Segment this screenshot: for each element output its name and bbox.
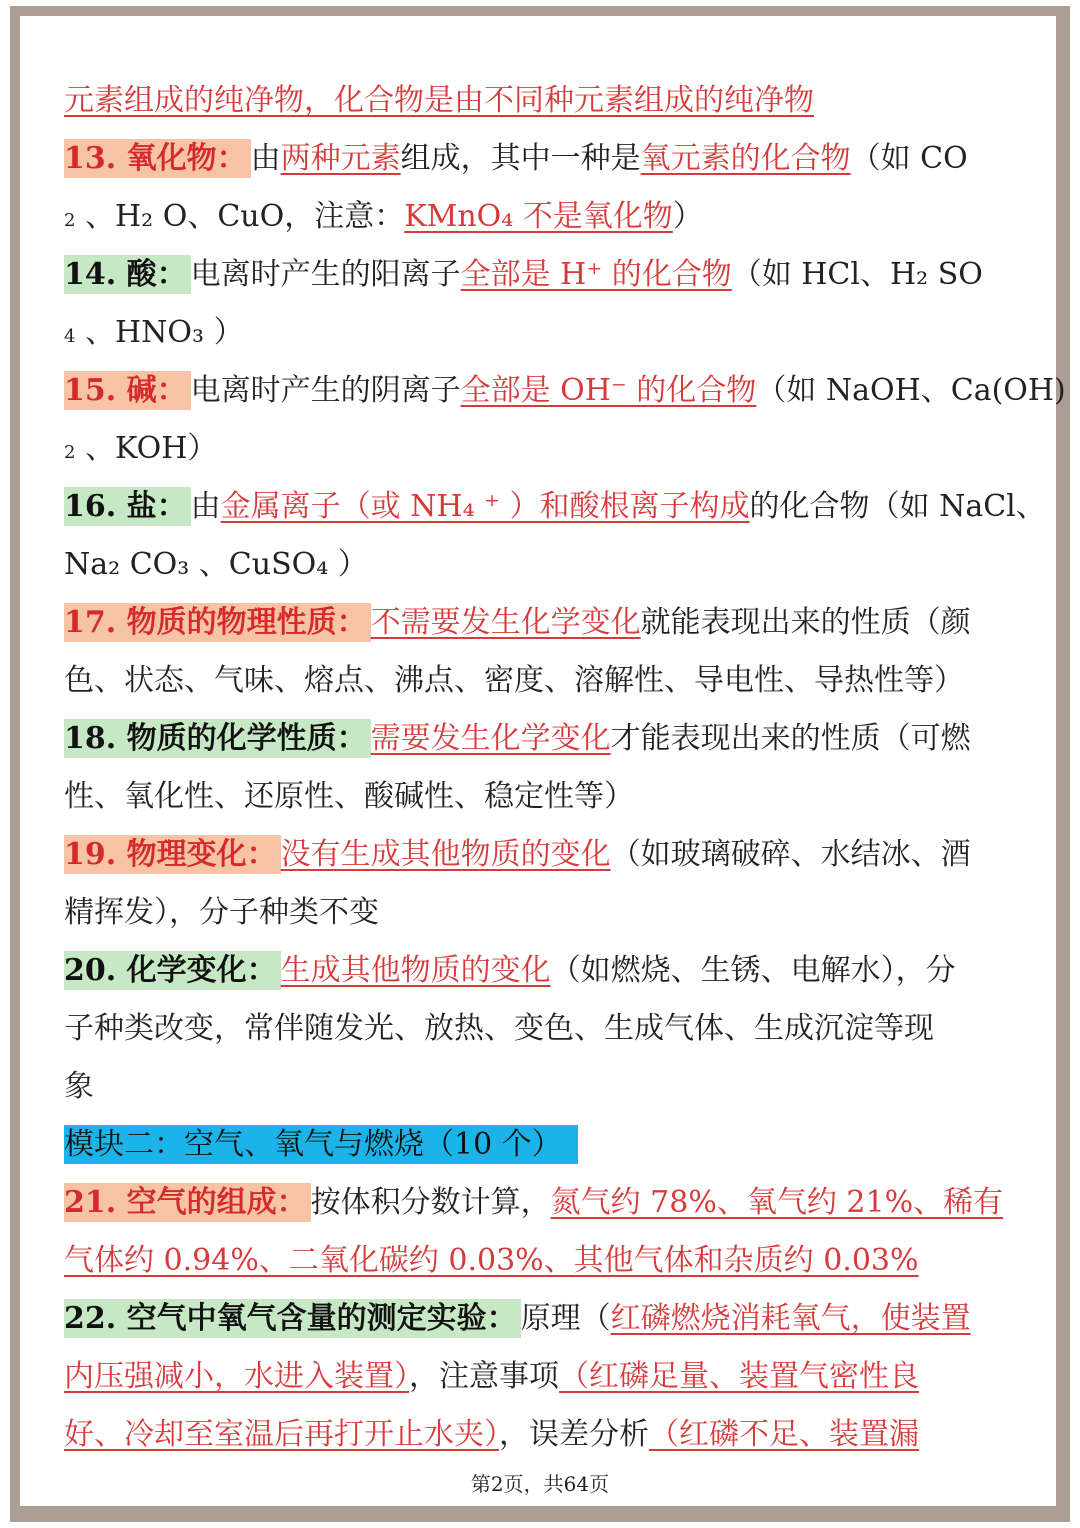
item-15	[64, 362, 1066, 420]
text: （如 CO	[850, 141, 968, 176]
item-label: 13. 氧化物：	[64, 139, 251, 178]
text: 子种类改变，常伴随发光、放热、变色、生成气体、生成沉淀等现	[64, 1011, 934, 1046]
item-21	[64, 1174, 1016, 1232]
item-16	[64, 478, 1046, 536]
item-label: 14. 酸：	[64, 255, 191, 294]
item-label: 22. 空气中氧气含量的测定实验：	[64, 1299, 521, 1338]
item-label: 15. 碱：	[64, 371, 191, 410]
module-title: 模块二：空气、氧气与燃烧（10 个）	[64, 1125, 578, 1164]
underlined-text: 金属离子（或 NH₄ ⁺ ）和酸根离子构成	[220, 489, 750, 524]
item-22-cont	[64, 1348, 1016, 1406]
item-20-cont	[64, 1058, 1016, 1116]
underlined-text: 内压强减小，水进入装置）	[64, 1359, 409, 1394]
item-13	[64, 130, 1016, 188]
item-20-cont	[64, 1000, 1016, 1058]
underlined-text: 生成其他物质的变化	[280, 953, 551, 988]
item-label: 20. 化学变化：	[64, 951, 281, 990]
text: 电离时产生的阳离子	[190, 257, 461, 292]
text: 电离时产生的阴离子	[190, 373, 461, 408]
text: 原理（	[520, 1301, 611, 1336]
text: 色、状态、气味、熔点、沸点、密度、溶解性、导电性、导热性等）	[64, 663, 964, 698]
underlined-text: 需要发生化学变化	[370, 721, 611, 756]
underlined-text: 气体约 0.94%、二氧化碳约 0.03%、其他气体和杂质约 0.03%	[64, 1243, 919, 1278]
underlined-text: 氮气约 78%、氧气约 21%、稀有	[550, 1185, 1004, 1220]
underlined-text: （红磷足量、装置气密性良	[559, 1359, 919, 1394]
subscript: 2	[64, 210, 76, 231]
item-label: 21. 空气的组成：	[64, 1183, 311, 1222]
item-label: 16. 盐：	[64, 487, 191, 526]
subscript: 2	[64, 442, 76, 463]
item-16-cont	[64, 536, 1016, 594]
underlined-text: 两种元素	[280, 141, 401, 176]
text: 按体积分数计算，	[310, 1185, 551, 1220]
underlined-text: （红磷不足、装置漏	[649, 1417, 919, 1452]
item-label: 18. 物质的化学性质：	[64, 719, 371, 758]
section-heading	[64, 1116, 1016, 1174]
item-20	[64, 942, 1016, 1000]
item-17-cont	[64, 652, 1016, 710]
item-17	[64, 594, 1016, 652]
item-22	[64, 1290, 1016, 1348]
text: 、H₂ O、CuO，注意：	[85, 199, 405, 234]
item-18	[64, 710, 1016, 768]
item-15-cont	[64, 420, 1016, 478]
item-22-cont	[64, 1406, 1016, 1464]
text: 性、氧化性、还原性、酸碱性、稳定性等）	[64, 779, 634, 814]
underlined-text: 氧元素的化合物	[640, 141, 851, 176]
text: （如玻璃破碎、水结冰、酒	[610, 837, 971, 872]
underlined-text: KMnO₄ 不是氧化物	[404, 199, 673, 234]
text: （如 NaOH、Ca(OH)	[756, 373, 1066, 408]
item-19	[64, 826, 1016, 884]
item-21-cont	[64, 1232, 1016, 1290]
underlined-text: 好、冷却至室温后再打开止水夹）	[64, 1417, 499, 1452]
text: 、HNO₃ ）	[85, 315, 244, 350]
item-13-cont	[64, 188, 1016, 246]
item-label: 17. 物质的物理性质：	[64, 603, 371, 642]
text: 精挥发），分子种类不变	[64, 895, 379, 930]
item-14	[64, 246, 1016, 304]
underlined-text: 全部是 OH⁻ 的化合物	[460, 373, 757, 408]
text: ）	[672, 199, 703, 234]
item-label: 19. 物理变化：	[64, 835, 281, 874]
item-19-cont	[64, 884, 1016, 942]
underlined-text: 没有生成其他物质的变化	[280, 837, 611, 872]
page-number: 第2页，共64页	[470, 1472, 610, 1496]
item-14-cont	[64, 304, 1016, 362]
text: （如 HCl、H₂ SO	[731, 257, 983, 292]
text: ，误差分析	[499, 1417, 649, 1452]
text: ，注意事项	[409, 1359, 559, 1394]
text: 、KOH）	[85, 431, 218, 466]
text-line	[64, 72, 1016, 130]
text: Na₂ CO₃ 、CuSO₄ ）	[64, 547, 368, 582]
text: 的化合物（如 NaCl、	[749, 489, 1046, 524]
text: 由	[190, 489, 221, 524]
underlined-text: 红磷燃烧消耗氧气，使装置	[610, 1301, 971, 1336]
text: 才能表现出来的性质（可燃	[610, 721, 971, 756]
item-18-cont	[64, 768, 1016, 826]
text: （如燃烧、生锈、电解水），分	[550, 953, 956, 988]
document-body	[64, 72, 1066, 1464]
text: 象	[64, 1069, 94, 1104]
text: 就能表现出来的性质（颜	[640, 605, 971, 640]
text: 组成，其中一种是	[400, 141, 641, 176]
subscript: 4	[64, 326, 76, 347]
underlined-text: 不需要发生化学变化	[370, 605, 641, 640]
underlined-text: 元素组成的纯净物，化合物是由不同种元素组成的纯净物	[64, 83, 814, 118]
underlined-text: 全部是 H⁺ 的化合物	[460, 257, 732, 292]
text: 由	[250, 141, 281, 176]
